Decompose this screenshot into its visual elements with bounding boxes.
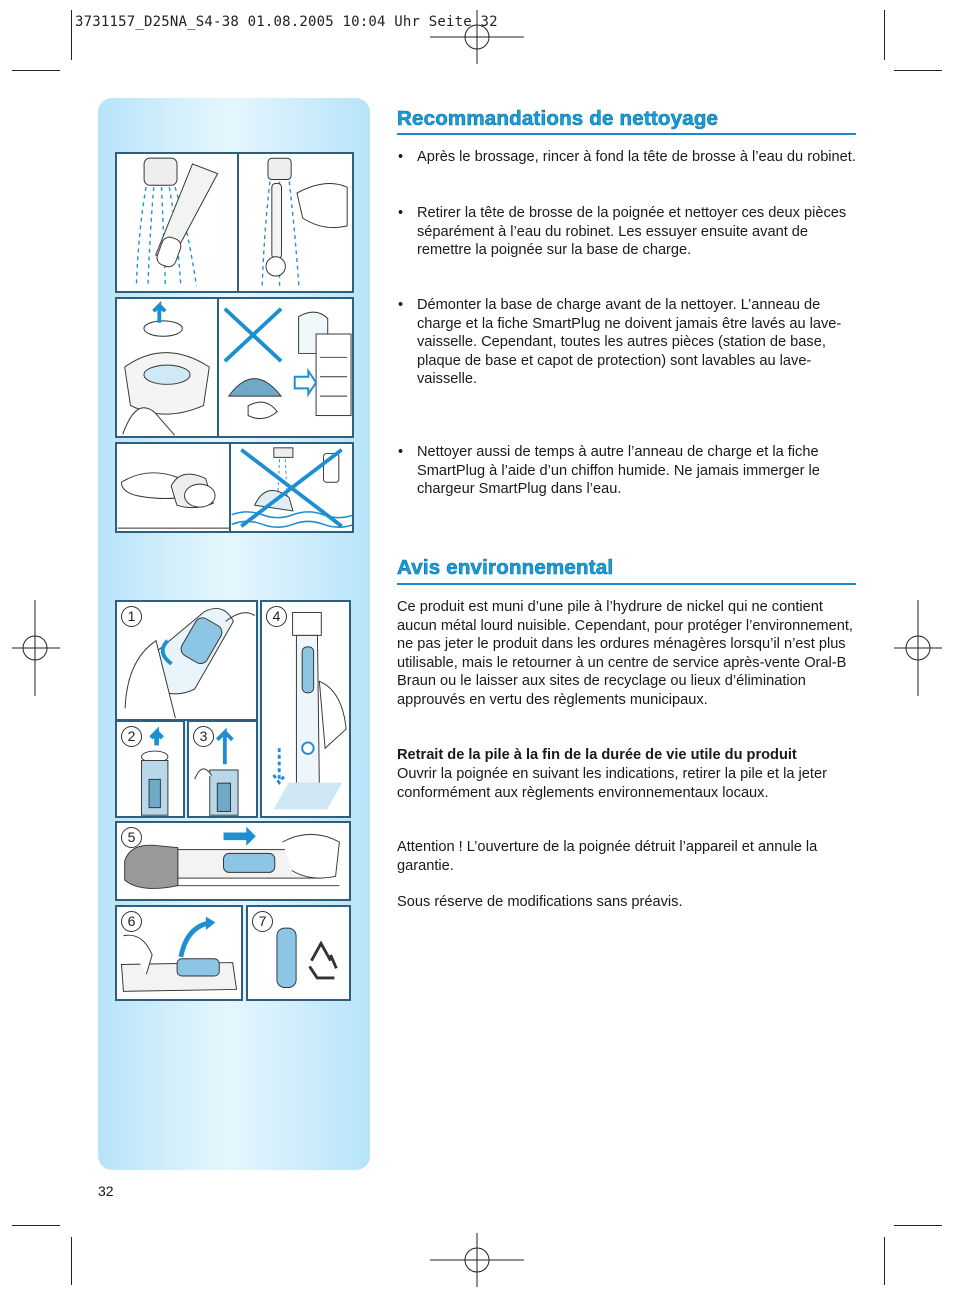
section-heading-cleaning: Recommandations de nettoyage xyxy=(397,107,719,130)
illustration-step-6 xyxy=(115,905,243,1001)
list-item: • Retirer la tête de brosse de la poignée et nettoyer ces deux pièces séparément à l’eau du robinet. Les essuyer ensuite avant de remettre la poignée sur la base de charge. xyxy=(397,204,859,260)
illustration-step-1 xyxy=(115,600,258,721)
illustration-step-2 xyxy=(115,720,185,818)
warning-paragraph: Attention ! L’ouverture de la poignée détruit l’appareil et annule la garantie. xyxy=(397,839,818,874)
step-number: 7 xyxy=(252,911,273,932)
illustration-disassemble-base xyxy=(115,297,219,438)
list-item: • Démonter la base de charge avant de la nettoyer. L’anneau de charge et la fiche SmartPlug ne doivent jamais être lavés au lave-vaisselle. Cependant, toutes les autres pièces (station de base, plaque de base et capot de protection) sont lavables au lave-vaisselle. xyxy=(397,296,859,389)
step-number: 6 xyxy=(121,911,142,932)
illustration-step-3 xyxy=(187,720,258,818)
page-number: 32 xyxy=(98,1183,114,1199)
list-item: • Après le brossage, rincer à fond la tête de brosse à l’eau du robinet. xyxy=(397,148,859,167)
print-slug: 3731157_D25NA_S4-38 01.08.2005 10:04 Uhr Seite 32 xyxy=(75,14,498,30)
step-number: 4 xyxy=(266,606,287,627)
disclaimer-paragraph: Sous réserve de modifications sans préavis. xyxy=(397,894,683,910)
step-number: 5 xyxy=(121,827,142,848)
step-number: 2 xyxy=(121,726,142,747)
battery-removal-paragraph: Ouvrir la poignée en suivant les indications, retirer la pile et la jeter conformément aux règlements environnementaux locaux. xyxy=(397,766,827,801)
illustration-dishwasher xyxy=(217,297,354,438)
illustration-step-5 xyxy=(115,821,351,901)
environment-paragraph: Ce produit est muni d’une pile à l’hydrure de nickel qui ne contient aucun métal lourd nuisible. Cependant, pour protéger l’environnement, ne pas jeter le produit dans les ordures ménagères lorsqu’il n’est plus utilisable, mais le retourner à un centre de service après-vente Oral-B Braun ou le laisser aux sites de recyclage ou lieux d’élimination approuvés en vertu des règlements municipaux. xyxy=(397,599,853,708)
illustration-step-4 xyxy=(260,600,351,818)
recycle-icon xyxy=(310,943,337,978)
illustration-wipe-charger xyxy=(115,442,233,533)
step-number: 1 xyxy=(121,606,142,627)
illustration-rinse-brush-head xyxy=(115,152,239,293)
list-item: • Nettoyer aussi de temps à autre l’anneau de charge et la fiche SmartPlug à l’aide d’un chiffon humide. Ne jamais immerger le chargeur SmartPlug dans l’eau. xyxy=(397,443,859,499)
illustration-step-7 xyxy=(246,905,351,1001)
battery-removal-heading: Retrait de la pile à la fin de la durée de vie utile du produit xyxy=(397,747,797,763)
section-heading-environment: Avis environnemental xyxy=(397,556,614,579)
illustration-no-immersion xyxy=(229,442,354,533)
heading-rule xyxy=(397,133,856,135)
heading-rule xyxy=(397,583,856,585)
illustration-rinse-separate-parts xyxy=(237,152,354,293)
step-number: 3 xyxy=(193,726,214,747)
